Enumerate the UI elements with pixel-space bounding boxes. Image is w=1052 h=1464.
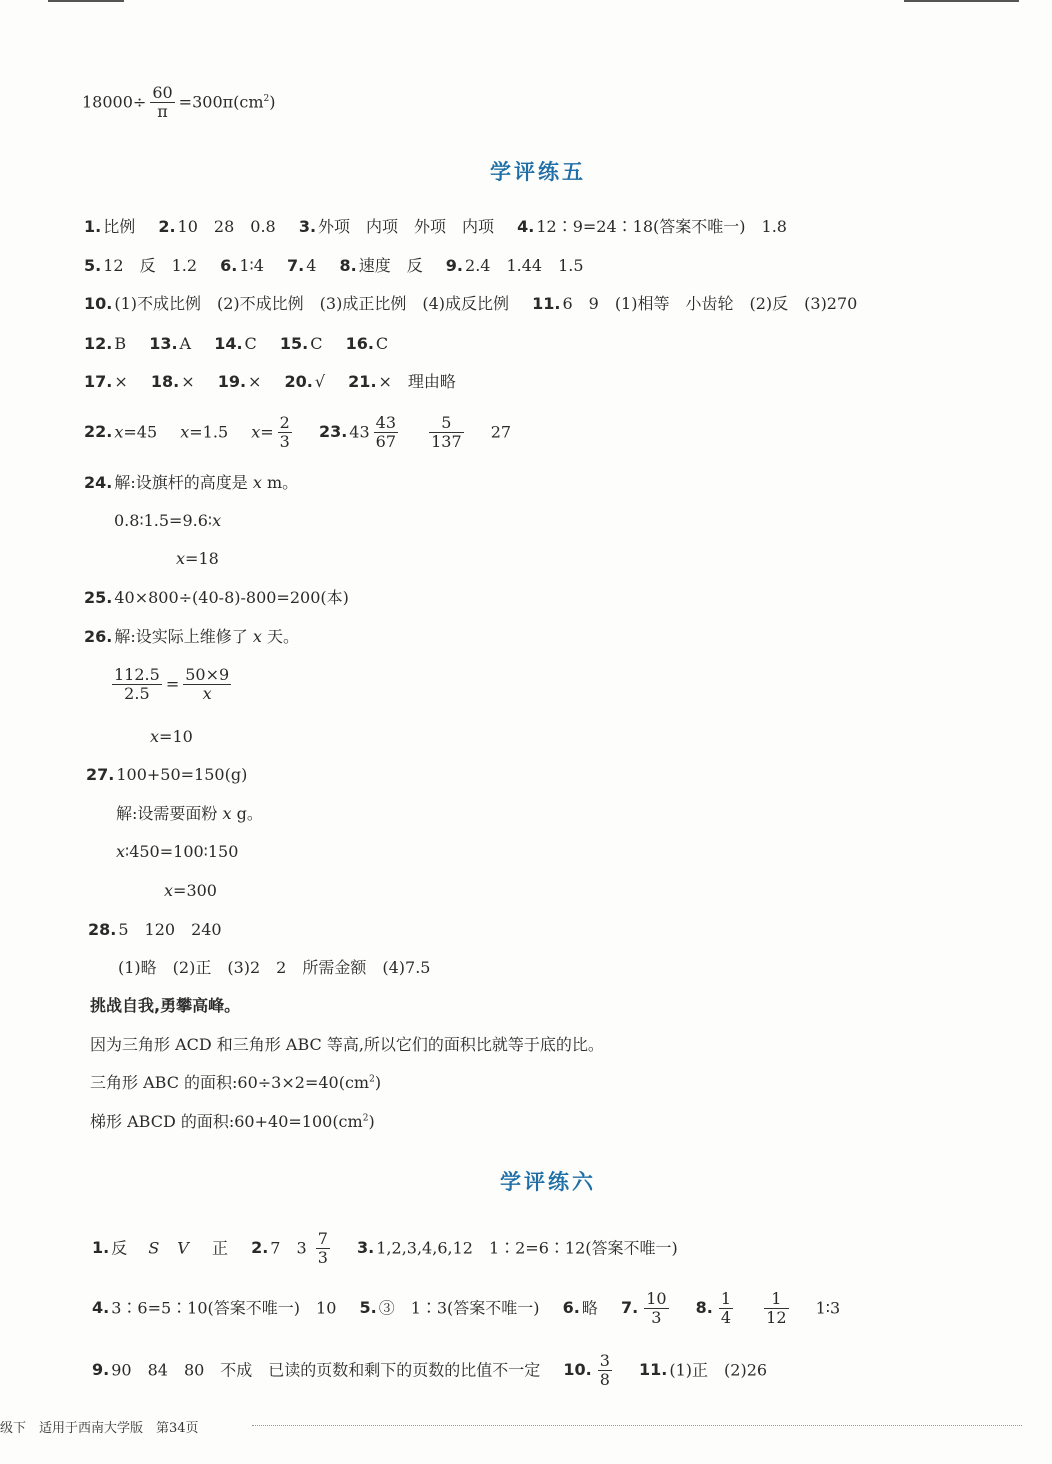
challenge-heading: 挑战自我,勇攀高峰。: [90, 996, 241, 1015]
top-right-mark: [904, 0, 1019, 2]
answer-line-12-16: 12. B 13. A 14. C 15. C 16. C: [84, 334, 389, 353]
answer-26-result: x=10: [150, 727, 193, 746]
intro-formula: 18000÷ $\frac{60}{\pi}$ $=300\pi(cm^2)$: [82, 83, 276, 122]
answer-24: 24. 解:设旗杆的高度是 x m。: [84, 473, 299, 492]
answer-line-22-23: 22. x=45 x=1.5 x= $\frac{2}{3}$ 23. 43 $\frac{43}{67}$ $\frac{5}{137}$ 27: [84, 413, 512, 452]
answer-line-10-11: 10. (1)不成比例 (2)不成比例 (3)成正比例 (4)成反比例 11. 6 9 (1)相等 小齿轮 (2)反 (3)270: [84, 294, 858, 313]
challenge-line-3: 梯形 ABCD 的面积$:60+40=100(cm^2)$: [90, 1112, 375, 1131]
top-left-mark: [48, 0, 124, 2]
answer-27-proportion: x∶450=100∶150: [116, 842, 239, 861]
answer-27-setup: 解:设需要面粉 x g。: [116, 804, 263, 823]
answer-26: 26. 解:设实际上维修了 x 天。: [84, 627, 299, 646]
answer-27-result: x=300: [164, 881, 217, 900]
section-title-6: 学评练六: [500, 1170, 596, 1194]
answer-line-17-21: 17. × 18. × 19. × 20. √ 21. × 理由略: [84, 372, 456, 391]
section-title-5: 学评练五: [490, 160, 586, 184]
answer-27: 27. 100+50=150(g): [86, 765, 248, 784]
answer-28-parts: (1)略 (2)正 (3)2 2 所需金额 (4)7.5: [118, 958, 431, 977]
answer-25: 25. 40×800÷(40-8)-800=200(本): [84, 588, 349, 607]
challenge-line-2: 三角形 ABC 的面积$:60\div 3\times 2=40(cm^2)$: [90, 1073, 382, 1092]
footer-dotted-rule: [252, 1425, 1022, 1426]
answer-line-5-9: 5. 12 反 1.2 6. 1∶4 7. 4 8. 速度 反 9. 2.4 1.44 1.5: [84, 256, 584, 275]
answer-line-6-4-8: 4. 3∶6=5∶10(答案不唯一) 10 5. ③ 1∶3(答案不唯一) 6. 略 7. $\frac{10}{3}$ 8. $\frac{1}{4}$ $\frac{1}{12}$ 1∶3: [92, 1289, 841, 1328]
answer-line-6-9-11: 9. 90 84 80 不成 已读的页数和剩下的页数的比值不一定 10. $\frac{3}{8}$ 11. (1)正 (2)26: [92, 1351, 768, 1390]
answer-24-step-1: 0.8∶1.5=9.6∶x: [114, 511, 222, 530]
answer-28: 28. 5 120 240: [88, 920, 222, 939]
answer-line-1-4: 1. 比例 2. 10 28 0.8 3. 外项 内项 外项 内项 4. 12∶9=24∶18(答案不唯一) 1.8: [84, 217, 787, 236]
answer-26-proportion: $\frac{112.5}{2.5}$ = $\frac{50\times 9}{x}$: [114, 665, 230, 704]
answer-24-step-2: x=18: [176, 549, 219, 568]
page-footer: 级下 适用于西南大学版 第34页: [0, 1421, 199, 1436]
challenge-line-1: 因为三角形 ACD 和三角形 ABC 等高,所以它们的面积比就等于底的比。: [90, 1035, 604, 1054]
answer-line-6-1-3: 1. 反 S V 正 2. 7 3 $\frac{7}{3}$ 3. 1,2,3,4,6,12 1∶2=6∶12(答案不唯一): [92, 1229, 678, 1268]
